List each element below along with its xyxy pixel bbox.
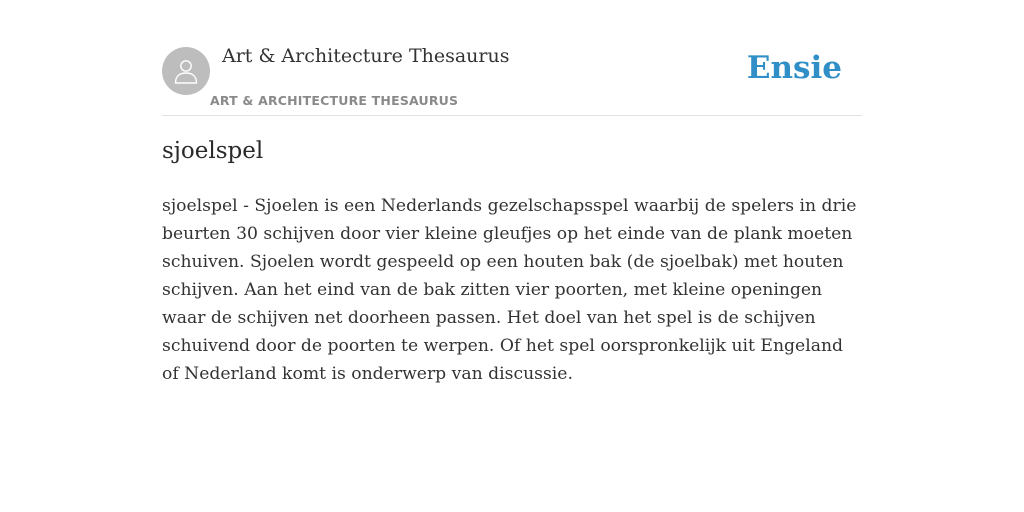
author-name[interactable]: Art & Architecture Thesaurus [222, 45, 510, 67]
brand-logo[interactable]: Ensie [746, 50, 842, 86]
header [162, 40, 862, 116]
author-avatar[interactable] [162, 47, 210, 95]
user-avatar-icon [172, 57, 200, 85]
definition-text: sjoelspel - Sjoelen is een Nederlands gezelschapsspel waarbij de spelers in drie beurten 30 schijven door vier kleine gleufjes op het einde van de plank moeten schuiven. Sjoelen wordt gespeeld op een houten bak (de sjoelbak) met houten schijven. Aan het eind van de bak zitten vier poorten, met kleine openingen waar de schijven net doorheen passen. Het doel van het spel is de schijven schuivend door de poorten te werpen. Of het spel oorspronkelijk uit Engeland of Nederland komt is onderwerp van discussie. [162, 196, 857, 384]
page-title: sjoelspel [162, 138, 264, 164]
source-label[interactable]: ART & ARCHITECTURE THESAURUS [210, 93, 459, 108]
